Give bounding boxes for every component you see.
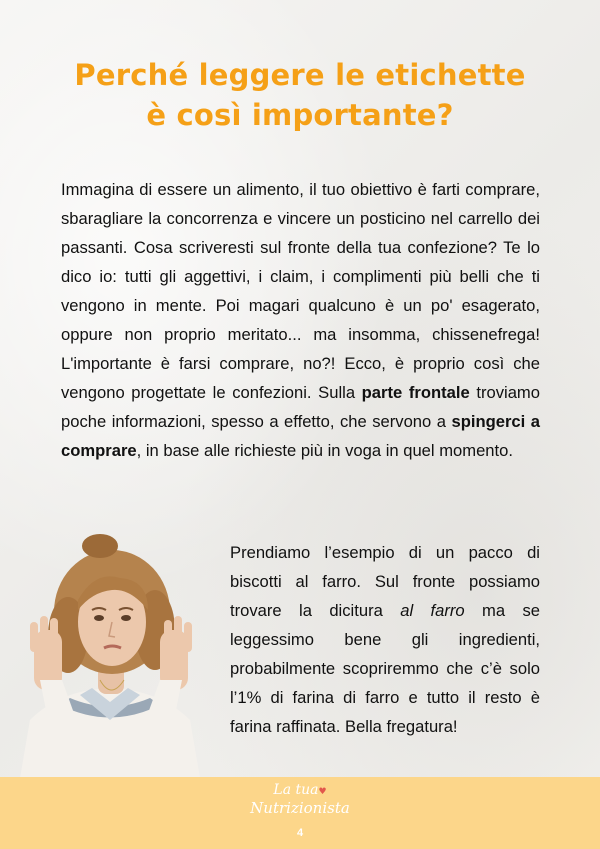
example-text-1: Prendiamo l’esempio di un pacco di biscotti al farro. Sul fronte possiamo trovare la dicitura [230, 543, 540, 620]
intro-text-2: troviamo poche informazioni, spesso a effetto, che servono a [61, 383, 540, 431]
heart-icon: ♥ [318, 787, 327, 797]
page-title [0, 55, 600, 135]
intro-bold-2: spingerci a comprare [61, 412, 540, 460]
example-paragraph [230, 538, 540, 741]
example-italic: al farro [400, 601, 465, 620]
intro-text-3: , in base alle richieste più in voga in quel momento. [136, 441, 513, 460]
page-number: 4 [296, 827, 304, 839]
logo-line-2: Nutrizionista [250, 799, 350, 817]
example-text-2: ma se leggessimo bene gli ingredienti, probabilmente scopriremmo che c’è solo l’1% di farina di farro e tutto il resto è farina raffinata. Bella fregatura! [230, 601, 540, 736]
intro-paragraph [61, 175, 540, 465]
brand-logo [0, 782, 600, 816]
intro-bold-1: parte frontale [361, 383, 470, 402]
logo-line-1: La tua [273, 782, 319, 798]
title-line-2: è così importante? [146, 98, 454, 132]
title-line-1: Perché leggere le etichette [74, 58, 526, 92]
intro-text-1: Immagina di essere un alimento, il tuo obiettivo è farti comprare, sbaragliare la concorrenza e vincere un posticino nel carrello dei passanti. Cosa scriveresti sul fronte della tua confezione? Te lo dico io: tutti gli aggettivi, i claim, i complimenti più belli che ti vengono in mente. Poi magari qualcuno è un po' esagerato, oppure non proprio meritato... ma insomma, chissenefrega! L'importante è farsi comprare, no?! Ecco, è proprio così che vengono progettate le confezioni. Sulla [61, 180, 540, 402]
woman-photo [0, 530, 220, 778]
